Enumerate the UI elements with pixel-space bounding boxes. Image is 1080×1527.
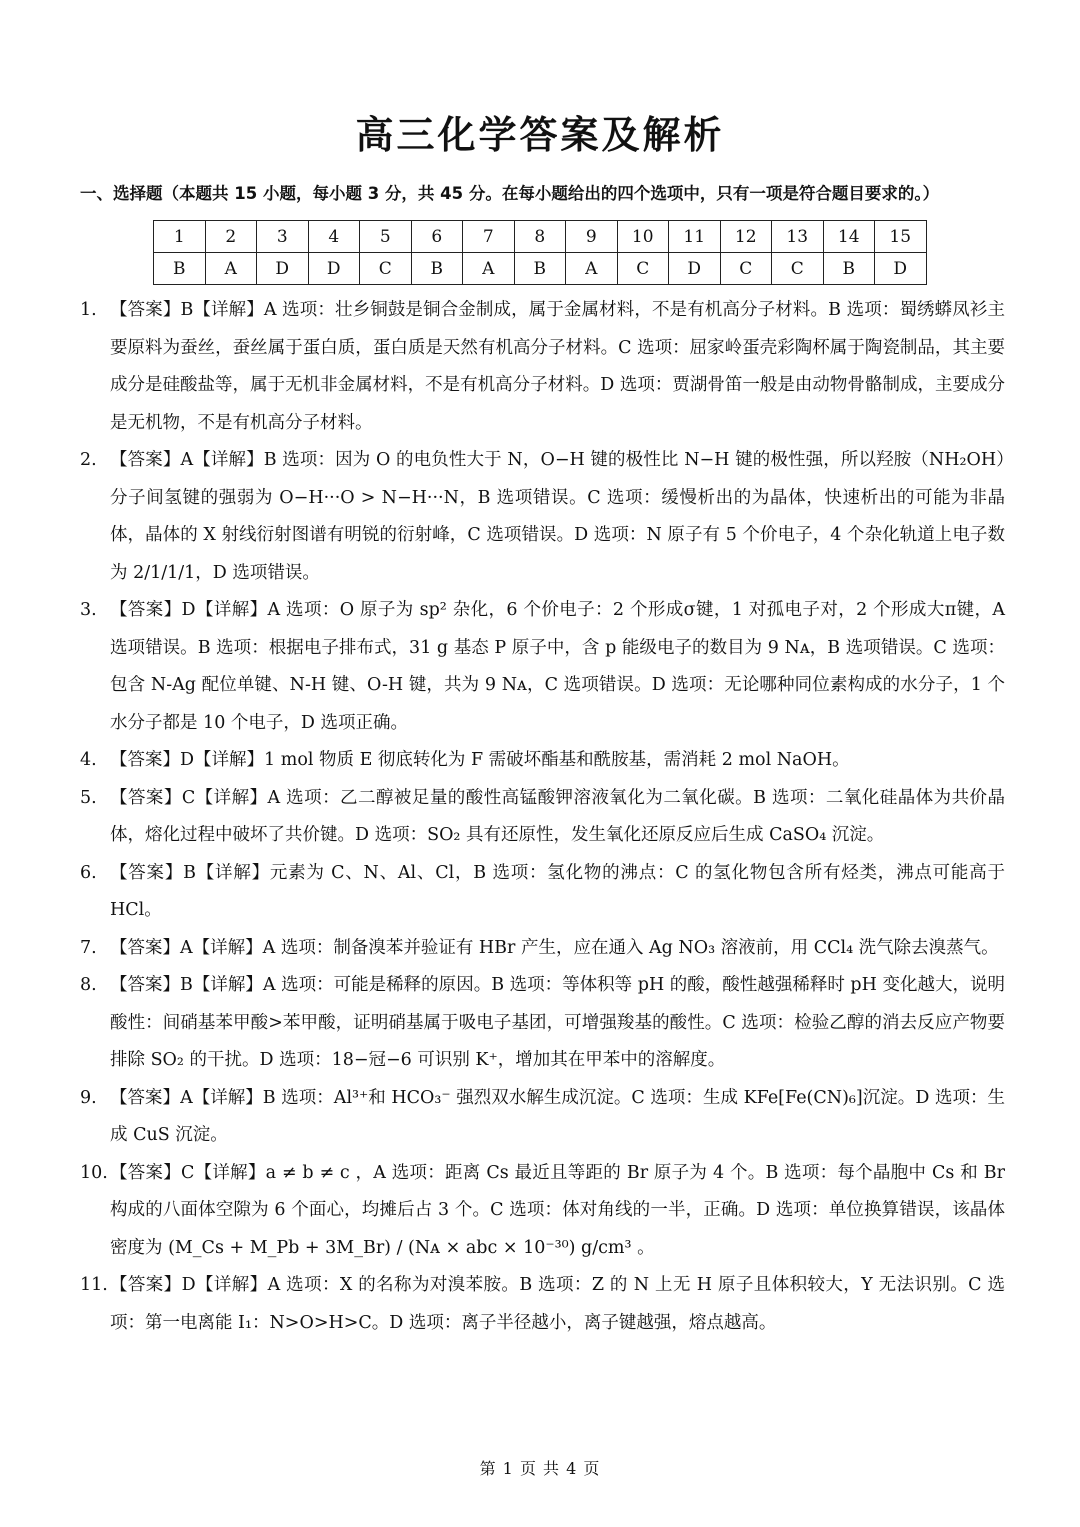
item-number: 10. <box>80 1162 108 1183</box>
table-cell: A <box>463 253 515 285</box>
section-heading: 一、选择题（本题共 15 小题，每小题 3 分，共 45 分。在每小题给出的四个选项中，只有一项是符合题目要求的。） <box>80 184 940 203</box>
table-cell: 1 <box>154 221 206 253</box>
table-cell: D <box>308 253 360 285</box>
table-cell: A <box>566 253 618 285</box>
item-number: 9. <box>80 1087 97 1108</box>
list-item <box>80 1267 1005 1342</box>
item-number: 4. <box>80 750 97 770</box>
table-cell: 10 <box>617 221 669 253</box>
answer-table-answer-row <box>154 253 927 285</box>
table-cell: 3 <box>257 221 309 253</box>
page-footer: 第 1 页 共 4 页 <box>479 1459 601 1478</box>
table-cell: 9 <box>566 221 618 253</box>
item-text: 【答案】A【详解】A 选项：制备溴苯并验证有 HBr 产生，应在通入 Ag NO₃ 溶液前，用 CCl₄ 洗气除去溴蒸气。 <box>110 937 999 958</box>
list-item <box>80 1155 1005 1268</box>
answer-table-number-row <box>154 221 927 253</box>
table-cell: 12 <box>720 221 772 253</box>
item-text: 【答案】B【详解】元素为 C、N、Al、Cl，B 选项：氢化物的沸点：C 的氢化物包含所有烃类，沸点可能高于 HCl。 <box>110 862 1005 920</box>
table-cell: D <box>875 253 927 285</box>
item-number: 2. <box>80 450 97 470</box>
item-number: 8. <box>80 975 97 995</box>
list-item <box>80 742 1005 780</box>
item-number: 1. <box>80 300 97 320</box>
table-cell: B <box>411 253 463 285</box>
table-cell: C <box>720 253 772 285</box>
table-cell: D <box>669 253 721 285</box>
explanation-list <box>80 292 1005 1342</box>
item-number: 5. <box>80 787 97 808</box>
table-cell: 15 <box>875 221 927 253</box>
item-text: 【答案】D【详解】1 mol 物质 E 彻底转化为 F 需破坏酯基和酰胺基，需消耗 2 mol NaOH。 <box>110 750 850 770</box>
item-number: 7. <box>80 937 97 958</box>
table-cell: 8 <box>514 221 566 253</box>
table-cell: B <box>823 253 875 285</box>
list-item <box>80 780 1005 855</box>
item-text: 【答案】D【详解】A 选项：O 原子为 sp² 杂化，6 个价电子：2 个形成σ键，1 对孤电子对，2 个形成大π键，A 选项错误。B 选项：根据电子排布式，31 g 基态 P 原子中，含 p 能级电子的数目为 9 Nᴀ，B 选项错误。C 选项：包含 N-Ag 配位单键、N-H 键、O-H 键，共为 9 Nᴀ，C 选项错误。D 选项：无论哪种同位素构成的水分子，1 个水分子都是 10 个电子，D 选项正确。 <box>110 600 1005 733</box>
table-cell: 6 <box>411 221 463 253</box>
table-cell: C <box>617 253 669 285</box>
list-item <box>80 442 1005 592</box>
item-number: 11. <box>80 1275 108 1295</box>
table-cell: B <box>514 253 566 285</box>
item-text: 【答案】C【详解】a ≠ b ≠ c ，A 选项：距离 Cs 最近且等距的 Br 原子为 4 个。B 选项：每个晶胞中 Cs 和 Br 构成的八面体空隙为 6 个面心，均摊后占 3 个。C 选项：体对角线的一半，正确。D 选项：单位换算错误，该晶体密度为 (M_Cs + M_Pb + 3M_Br) / (Nᴀ × abc × 10⁻³⁰) g/cm³ 。 <box>110 1162 1005 1258</box>
item-text: 【答案】B【详解】A 选项：可能是稀释的原因。B 选项：等体积等 pH 的酸，酸性越强稀释时 pH 变化越大，说明酸性：间硝基苯甲酸>苯甲酸，证明硝基属于吸电子基团，可增强羧基的酸性。C 选项：检验乙醇的消去反应产物要排除 SO₂ 的干扰。D 选项：18−冠−6 可识别 K⁺，增加其在甲苯中的溶解度。 <box>110 975 1005 1070</box>
list-item <box>80 855 1005 930</box>
item-text: 【答案】D【详解】A 选项：X 的名称为对溴苯胺。B 选项：Z 的 N 上无 H 原子且体积较大，Y 无法识别。C 选项：第一电离能 I₁：N>O>H>C。D 选项：离子半径越小，离子键越强，熔点越高。 <box>110 1275 1005 1333</box>
list-item <box>80 592 1005 742</box>
table-cell: D <box>257 253 309 285</box>
table-cell: C <box>360 253 412 285</box>
item-text: 【答案】C【详解】A 选项：乙二醇被足量的酸性高锰酸钾溶液氧化为二氧化碳。B 选项：二氧化硅晶体为共价晶体，熔化过程中破坏了共价键。D 选项：SO₂ 具有还原性，发生氧化还原反应后生成 CaSO₄ 沉淀。 <box>110 787 1005 845</box>
table-cell: 2 <box>205 221 257 253</box>
table-cell: C <box>772 253 824 285</box>
answer-table <box>153 220 927 285</box>
table-cell: 7 <box>463 221 515 253</box>
table-cell: 11 <box>669 221 721 253</box>
page-title: 高三化学答案及解析 <box>355 113 725 157</box>
list-item <box>80 967 1005 1080</box>
item-text: 【答案】B【详解】A 选项：壮乡铜鼓是铜合金制成，属于金属材料，不是有机高分子材料。B 选项：蜀绣蟒凤衫主要原料为蚕丝，蚕丝属于蛋白质，蛋白质是天然有机高分子材料。C 选项：屈家岭蛋壳彩陶杯属于陶瓷制品，其主要成分是硅酸盐等，属于无机非金属材料，不是有机高分子材料。D 选项：贾湖骨笛一般是由动物骨骼制成，主要成分是无机物，不是有机高分子材料。 <box>110 300 1005 433</box>
item-number: 3. <box>80 600 97 620</box>
table-cell: A <box>205 253 257 285</box>
item-text: 【答案】A【详解】B 选项：因为 O 的电负性大于 N，O−H 键的极性比 N−H 键的极性强，所以羟胺（NH₂OH）分子间氢键的强弱为 O−H···O > N−H···N，B 选项错误。C 选项：缓慢析出的为晶体，快速析出的可能为非晶体，晶体的 X 射线衍射图谱有明锐的衍射峰，C 选项错误。D 选项：N 原子有 5 个价电子，4 个杂化轨道上电子数为 2/1/1/1，D 选项错误。 <box>110 450 1005 583</box>
item-number: 6. <box>80 862 97 883</box>
table-cell: 13 <box>772 221 824 253</box>
table-cell: 14 <box>823 221 875 253</box>
item-text: 【答案】A【详解】B 选项：Al³⁺和 HCO₃⁻ 强烈双水解生成沉淀。C 选项：生成 KFe[Fe(CN)₆]沉淀。D 选项：生成 CuS 沉淀。 <box>110 1087 1005 1145</box>
list-item <box>80 292 1005 442</box>
table-cell: 4 <box>308 221 360 253</box>
list-item <box>80 1080 1005 1155</box>
list-item <box>80 930 1005 968</box>
table-cell: 5 <box>360 221 412 253</box>
table-cell: B <box>154 253 206 285</box>
